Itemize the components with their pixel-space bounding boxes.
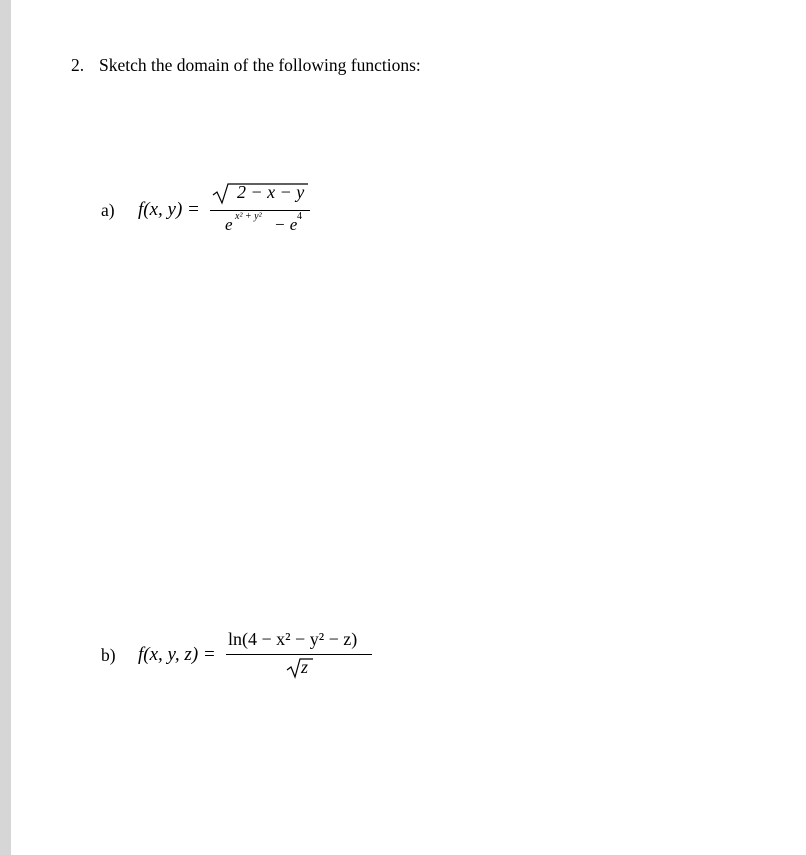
problem-prompt: Sketch the domain of the following functions: (99, 55, 421, 75)
part-a-denominator-exponent: x² + y² (235, 211, 262, 222)
part-b-denominator-radicand: z (301, 657, 309, 677)
part-b-label: b) (101, 645, 116, 665)
part-a-denominator (225, 215, 233, 235)
part-a-denominator-minus-term: − e (274, 215, 298, 234)
part-a-label: a) (101, 200, 115, 220)
part-b-fraction-bar (226, 654, 372, 655)
part-a-function-lhs: f(x, y) = (138, 199, 200, 220)
part-a-numerator-radicand: 2 − x − y (237, 182, 305, 202)
part-b-function-lhs: f(x, y, z) = (138, 644, 216, 665)
part-b-radical-sign (285, 656, 315, 680)
part-a-denominator-minus-exponent: 4 (297, 211, 302, 222)
problem-number: 2. (71, 55, 85, 75)
part-b-numerator: ln(4 − x² − y² − z) (228, 629, 358, 649)
document-page (11, 0, 806, 855)
left-margin-bar (0, 0, 11, 855)
problem-heading (71, 55, 421, 76)
part-a-denominator-base: e (225, 215, 233, 234)
